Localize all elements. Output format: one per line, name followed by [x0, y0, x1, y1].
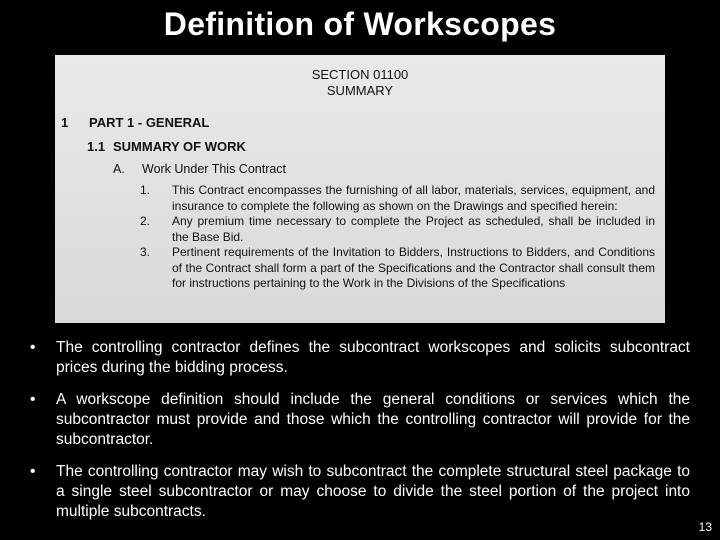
part-title: PART 1 - GENERAL — [89, 115, 210, 130]
bullet-item — [30, 462, 690, 522]
bullet-icon: • — [30, 339, 36, 356]
page-number: 13 — [698, 520, 712, 534]
article-item — [140, 214, 655, 245]
article-items — [140, 183, 655, 292]
bullet-item — [30, 390, 690, 450]
article-item — [140, 245, 655, 292]
item-number: 3. — [140, 245, 151, 259]
bullet-text: The controlling contractor defines the subcontract workscopes and solicits subcontract prices during the bidding process. — [56, 339, 690, 376]
item-number: 1. — [140, 183, 151, 197]
subsection-title: SUMMARY OF WORK — [113, 139, 246, 154]
item-number: 2. — [140, 214, 151, 228]
article-item — [140, 183, 655, 214]
section-number: SECTION 01100 — [311, 67, 409, 82]
item-text: Any premium time necessary to complete the Project as scheduled, shall be included in the Base Bid. — [172, 214, 655, 244]
article-title: Work Under This Contract — [142, 162, 287, 176]
article-letter: A. — [113, 162, 125, 176]
part-heading — [61, 115, 209, 130]
item-text: This Contract encompasses the furnishing of all labor, materials, services, equipment, and insurance to complete the following as shown on the Drawings and specified herein: — [172, 183, 655, 213]
item-text: Pertinent requirements of the Invitation to Bidders, Instructions to Bidders, and Conditions of the Contract shall form a part of the Specifications and the Contractor shall consult them for instructions pertaining to the Work in the Divisions of the Specifications — [172, 245, 655, 290]
bullet-icon: • — [30, 463, 36, 480]
slide-title: Definition of Workscopes — [163, 6, 557, 42]
specification-document-image — [55, 55, 665, 323]
section-heading — [55, 67, 665, 99]
bullet-text: A workscope definition should include the general conditions or services which the subcontractor must provide and those which the controlling contractor will provide for the subcontractor. — [56, 391, 690, 448]
section-summary: SUMMARY — [326, 83, 394, 98]
bullet-icon: • — [30, 391, 36, 408]
part-number: 1 — [61, 115, 69, 130]
article-heading — [113, 162, 286, 176]
subsection-heading — [87, 139, 246, 154]
bullet-item — [30, 338, 690, 378]
bullet-text: The controlling contractor may wish to subcontract the complete structural steel package to a single steel subcontractor or may choose to divide the steel portion of the project into multiple subcontracts. — [56, 463, 690, 520]
bullet-list — [30, 338, 690, 534]
subsection-number: 1.1 — [87, 139, 106, 154]
